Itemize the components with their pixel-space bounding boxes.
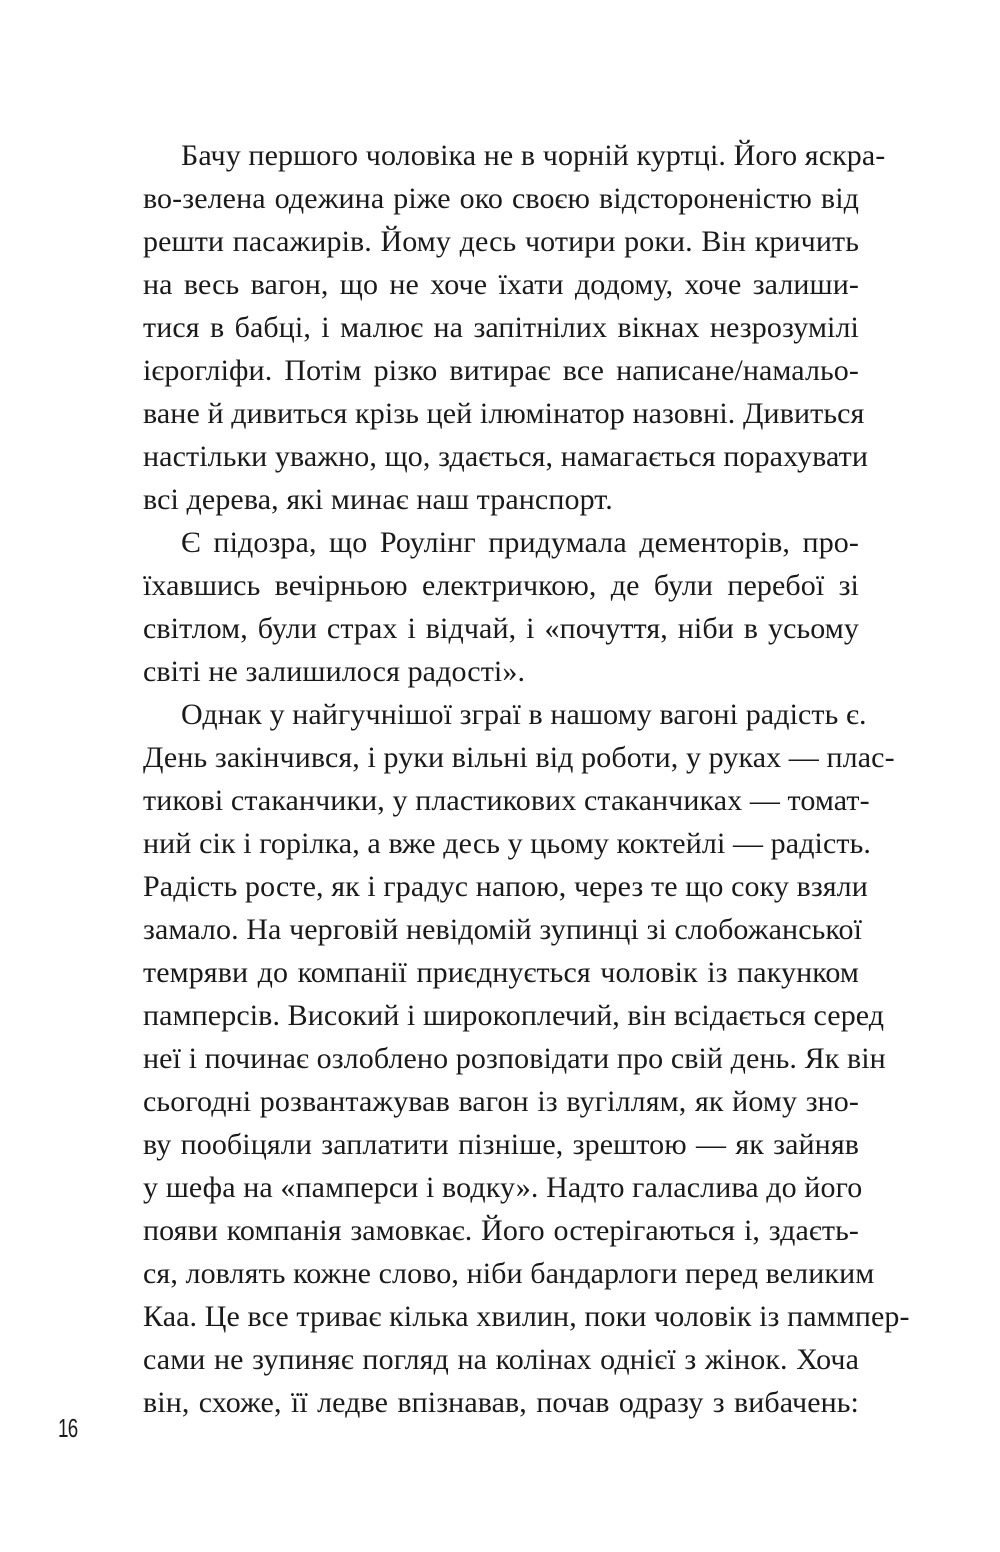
- paragraph-3-line-1: Однак у найгучнішої зграї в нашому вагоні радість є.: [181, 698, 867, 731]
- paragraph-3-line-11: ву пообіцяли заплатити пізніше, зрештою — як зайняв: [143, 1128, 859, 1161]
- paragraph-3-line-9: неї і починає озлоблено розповідати про свій день. Як він: [143, 1042, 886, 1075]
- paragraph-3-line-7: темряви до компанії приєднується чоловік із пакунком: [143, 956, 859, 989]
- body-text: [143, 134, 910, 1424]
- paragraph-3-line-4: ний сік і горілка, а вже десь у цьому коктейлі — радість.: [143, 827, 871, 860]
- paragraph-1-line-6: ієрогліфи. Потім різко витирає все написане/намальо-: [143, 354, 859, 387]
- paragraph-1-line-3: решти пасажирів. Йому десь чотири роки. Він кричить: [143, 225, 859, 258]
- paragraph-1-line-2: во-зелена одежина ріже око своєю відстороненістю від: [143, 182, 859, 215]
- paragraph-2-line-1: Є підозра, що Роулінг придумала дементорів, про-: [181, 526, 859, 559]
- paragraph-2-line-4: світі не залишилося радості».: [143, 655, 526, 688]
- paragraph-3-line-17: він, схоже, її ледве впізнавав, почав одразу з вибачень:: [143, 1386, 859, 1419]
- paragraph-2-line-3: світлом, були страх і відчай, і «почуття, ніби в усьому: [143, 612, 859, 645]
- paragraph-3-line-8: памперсів. Високий і широкоплечий, він всідається серед: [143, 999, 885, 1032]
- paragraph-1-line-5: тися в бабці, і малює на запітнілих вікнах незрозумілі: [143, 311, 859, 344]
- paragraph-1-line-4: на весь вагон, що не хоче їхати додому, хоче залиши-: [143, 268, 859, 301]
- paragraph-3-line-14: ся, ловлять кожне слово, ніби бандарлоги перед великим: [143, 1257, 875, 1290]
- paragraph-2-line-2: їхавшись вечірньою електричкою, де були перебої зі: [143, 569, 859, 602]
- paragraph-1-line-8: настільки уважно, що, здається, намагається порахувати: [143, 440, 869, 473]
- paragraph-1-line-7: ване й дивиться крізь цей ілюмінатор назовні. Дивиться: [143, 397, 865, 430]
- paragraph-1-line-9: всі дерева, які минає наш транспорт.: [143, 483, 613, 516]
- paragraph-3-line-12: у шефа на «памперси і водку». Надто галаслива до його: [143, 1171, 863, 1204]
- paragraph-3-line-2: День закінчився, і руки вільні від роботи, у руках — плас-: [143, 741, 895, 774]
- paragraph-3-line-5: Радість росте, як і градус напою, через те що соку взяли: [143, 870, 868, 903]
- paragraph-3-line-15: Каа. Це все триває кілька хвилин, поки чоловік із паммпер-: [143, 1300, 910, 1333]
- paragraph-1-line-1: Бачу першого чоловіка не в чорній куртці. Його яскра-: [181, 139, 886, 172]
- paragraph-3-line-3: тикові стаканчики, у пластикових стаканчиках — томат-: [143, 784, 870, 817]
- paragraph-3-line-6: замало. На черговій невідомій зупинці зі слобожанської: [143, 913, 863, 946]
- paragraph-3-line-10: сьогодні розвантажував вагон із вугіллям, як йому зно-: [143, 1085, 859, 1118]
- paragraph-3-line-13: появи компанія замовкає. Його остерігаються і, здаєть-: [143, 1214, 859, 1247]
- page-number: 16: [58, 1413, 78, 1443]
- paragraph-3-line-16: сами не зупиняє погляд на колінах однієї з жінок. Хоча: [143, 1343, 859, 1376]
